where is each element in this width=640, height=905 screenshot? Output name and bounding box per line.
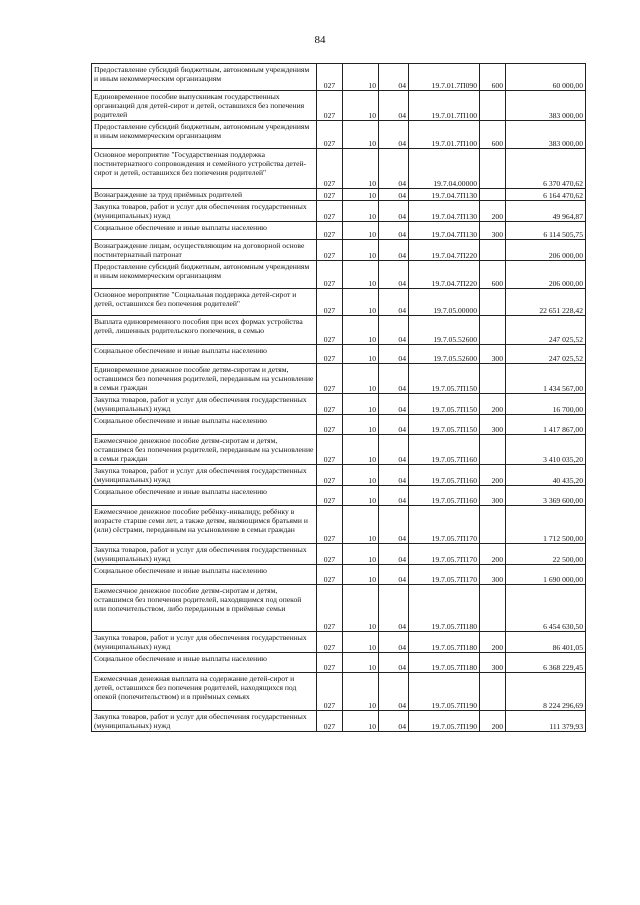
grbs-code: 027 (317, 289, 343, 316)
row-description: Закупка товаров, работ и услуг для обеспечения государственных (муниципальных) нужд (92, 201, 317, 222)
amount: 49 964,87 (506, 201, 586, 222)
subsection-code: 04 (379, 201, 409, 222)
table-row (92, 394, 586, 415)
row-description: Основное мероприятие "Социальная поддержка детей-сирот и детей, оставшихся без попечения родителей" (92, 289, 317, 316)
row-description: Закупка товаров, работ и услуг для обеспечения государственных (муниципальных) нужд (92, 711, 317, 732)
grbs-code: 027 (317, 673, 343, 711)
section-code: 10 (343, 435, 379, 465)
table-row (92, 465, 586, 486)
target-article-code: 19.7.01.7П090 (409, 64, 480, 91)
amount: 8 224 296,69 (506, 673, 586, 711)
grbs-code: 027 (317, 201, 343, 222)
section-code: 10 (343, 632, 379, 653)
target-article-code: 19.7.04.00000 (409, 149, 480, 189)
subsection-code: 04 (379, 585, 409, 632)
table-row (92, 316, 586, 345)
table-row (92, 121, 586, 149)
target-article-code: 19.7.05.52600 (409, 316, 480, 345)
target-article-code: 19.7.05.7П170 (409, 565, 480, 585)
section-code: 10 (343, 289, 379, 316)
target-article-code: 19.7.05.7П190 (409, 673, 480, 711)
amount: 383 000,00 (506, 121, 586, 149)
table-row (92, 544, 586, 565)
section-code: 10 (343, 653, 379, 673)
section-code: 10 (343, 394, 379, 415)
section-code: 10 (343, 711, 379, 732)
row-description: Единовременное денежное пособие детям-сиротам и детям, оставшимся без попечения родителей, переданным на усыновление в семьи граждан (92, 364, 317, 394)
table-row (92, 345, 586, 364)
amount: 247 025,52 (506, 345, 586, 364)
subsection-code: 04 (379, 64, 409, 91)
table-row (92, 91, 586, 121)
section-code: 10 (343, 121, 379, 149)
table-row (92, 289, 586, 316)
grbs-code: 027 (317, 121, 343, 149)
grbs-code: 027 (317, 506, 343, 544)
subsection-code: 04 (379, 673, 409, 711)
section-code: 10 (343, 201, 379, 222)
target-article-code: 19.7.05.00000 (409, 289, 480, 316)
expense-type-code (480, 435, 506, 465)
expense-type-code: 300 (480, 653, 506, 673)
grbs-code: 027 (317, 149, 343, 189)
subsection-code: 04 (379, 289, 409, 316)
subsection-code: 04 (379, 149, 409, 189)
grbs-code: 027 (317, 189, 343, 201)
target-article-code: 19.7.05.7П180 (409, 585, 480, 632)
grbs-code: 027 (317, 653, 343, 673)
section-code: 10 (343, 585, 379, 632)
amount: 6 454 630,50 (506, 585, 586, 632)
amount: 16 700,00 (506, 394, 586, 415)
table-row (92, 506, 586, 544)
row-description: Предоставление субсидий бюджетным, автономным учреждениям и иным некоммерческим организациям (92, 121, 317, 149)
row-description: Предоставление субсидий бюджетным, автономным учреждениям и иным некоммерческим организациям (92, 64, 317, 91)
section-code: 10 (343, 506, 379, 544)
row-description: Вознаграждение лицам, осуществляющим на договорной основе постинтернатный патронат (92, 240, 317, 261)
target-article-code: 19.7.01.7П100 (409, 121, 480, 149)
section-code: 10 (343, 316, 379, 345)
amount: 3 410 035,20 (506, 435, 586, 465)
row-description: Социальное обеспечение и иные выплаты населению (92, 345, 317, 364)
target-article-code: 19.7.05.7П150 (409, 394, 480, 415)
target-article-code: 19.7.05.7П170 (409, 506, 480, 544)
section-code: 10 (343, 189, 379, 201)
section-code: 10 (343, 64, 379, 91)
grbs-code: 027 (317, 711, 343, 732)
expense-type-code: 200 (480, 711, 506, 732)
expense-type-code (480, 240, 506, 261)
amount: 6 368 229,45 (506, 653, 586, 673)
table-row (92, 415, 586, 435)
target-article-code: 19.7.04.7П130 (409, 201, 480, 222)
table-row (92, 240, 586, 261)
subsection-code: 04 (379, 415, 409, 435)
amount: 40 435,20 (506, 465, 586, 486)
target-article-code: 19.7.04.7П130 (409, 189, 480, 201)
row-description: Ежемесячное денежное пособие ребёнку-инвалиду, ребёнку в возрасте старше семи лет, а также детям, являющимся братьями и (или) сёстрами, переданным на усыновление в семьи граждан (92, 506, 317, 544)
table-row (92, 261, 586, 289)
expense-type-code: 200 (480, 394, 506, 415)
row-description: Единовременное пособие выпускникам государственных организаций для детей-сирот и детей, оставшихся без попечения родителей (92, 91, 317, 121)
grbs-code: 027 (317, 91, 343, 121)
section-code: 10 (343, 91, 379, 121)
subsection-code: 04 (379, 316, 409, 345)
expense-type-code: 200 (480, 465, 506, 486)
table-row (92, 64, 586, 91)
amount: 22 500,00 (506, 544, 586, 565)
table-row (92, 435, 586, 465)
table-row (92, 486, 586, 506)
target-article-code: 19.7.04.7П130 (409, 222, 480, 240)
expense-type-code (480, 91, 506, 121)
grbs-code: 027 (317, 632, 343, 653)
grbs-code: 027 (317, 345, 343, 364)
row-description: Социальное обеспечение и иные выплаты населению (92, 486, 317, 506)
amount: 206 000,00 (506, 261, 586, 289)
amount: 60 000,00 (506, 64, 586, 91)
expense-type-code: 300 (480, 415, 506, 435)
table-row (92, 632, 586, 653)
section-code: 10 (343, 261, 379, 289)
row-description: Предоставление субсидий бюджетным, автономным учреждениям и иным некоммерческим организациям (92, 261, 317, 289)
row-description: Социальное обеспечение и иные выплаты населению (92, 222, 317, 240)
target-article-code: 19.7.05.7П180 (409, 632, 480, 653)
table-row (92, 149, 586, 189)
subsection-code: 04 (379, 345, 409, 364)
subsection-code: 04 (379, 544, 409, 565)
target-article-code: 19.7.05.7П160 (409, 465, 480, 486)
expense-type-code (480, 673, 506, 711)
target-article-code: 19.7.04.7П220 (409, 261, 480, 289)
expense-type-code (480, 364, 506, 394)
subsection-code: 04 (379, 261, 409, 289)
target-article-code: 19.7.04.7П220 (409, 240, 480, 261)
grbs-code: 027 (317, 435, 343, 465)
target-article-code: 19.7.05.52600 (409, 345, 480, 364)
table-row (92, 711, 586, 732)
grbs-code: 027 (317, 394, 343, 415)
subsection-code: 04 (379, 465, 409, 486)
subsection-code: 04 (379, 565, 409, 585)
target-article-code: 19.7.05.7П160 (409, 435, 480, 465)
expense-type-code (480, 289, 506, 316)
row-description: Выплата единовременного пособия при всех формах устройства детей, лишенных родительского попечения, в семью (92, 316, 317, 345)
row-description: Закупка товаров, работ и услуг для обеспечения государственных (муниципальных) нужд (92, 632, 317, 653)
expense-type-code (480, 585, 506, 632)
row-description: Закупка товаров, работ и услуг для обеспечения государственных (муниципальных) нужд (92, 544, 317, 565)
section-code: 10 (343, 345, 379, 364)
expense-type-code (480, 506, 506, 544)
amount: 6 164 470,62 (506, 189, 586, 201)
subsection-code: 04 (379, 189, 409, 201)
section-code: 10 (343, 486, 379, 506)
section-code: 10 (343, 544, 379, 565)
amount: 383 000,00 (506, 91, 586, 121)
expense-type-code: 300 (480, 565, 506, 585)
target-article-code: 19.7.05.7П150 (409, 415, 480, 435)
amount: 111 379,93 (506, 711, 586, 732)
subsection-code: 04 (379, 121, 409, 149)
subsection-code: 04 (379, 486, 409, 506)
row-description: Вознаграждение за труд приёмных родителей (92, 189, 317, 201)
section-code: 10 (343, 364, 379, 394)
table-row (92, 565, 586, 585)
amount: 1 434 567,00 (506, 364, 586, 394)
grbs-code: 027 (317, 486, 343, 506)
budget-table-body (92, 64, 586, 732)
grbs-code: 027 (317, 316, 343, 345)
expense-type-code: 600 (480, 64, 506, 91)
section-code: 10 (343, 222, 379, 240)
row-description: Социальное обеспечение и иные выплаты населению (92, 653, 317, 673)
expense-type-code: 300 (480, 486, 506, 506)
expense-type-code (480, 189, 506, 201)
table-row (92, 585, 586, 632)
subsection-code: 04 (379, 435, 409, 465)
target-article-code: 19.7.05.7П160 (409, 486, 480, 506)
amount: 1 690 000,00 (506, 565, 586, 585)
expense-type-code (480, 149, 506, 189)
expense-type-code: 200 (480, 632, 506, 653)
grbs-code: 027 (317, 544, 343, 565)
budget-table (91, 63, 586, 732)
grbs-code: 027 (317, 465, 343, 486)
target-article-code: 19.7.05.7П170 (409, 544, 480, 565)
table-row (92, 653, 586, 673)
grbs-code: 027 (317, 415, 343, 435)
section-code: 10 (343, 565, 379, 585)
target-article-code: 19.7.05.7П190 (409, 711, 480, 732)
grbs-code: 027 (317, 364, 343, 394)
subsection-code: 04 (379, 653, 409, 673)
expense-type-code: 300 (480, 222, 506, 240)
subsection-code: 04 (379, 240, 409, 261)
expense-type-code: 600 (480, 261, 506, 289)
amount: 3 369 600,00 (506, 486, 586, 506)
grbs-code: 027 (317, 222, 343, 240)
amount: 6 370 470,62 (506, 149, 586, 189)
table-row (92, 189, 586, 201)
section-code: 10 (343, 673, 379, 711)
page-number: 84 (314, 34, 326, 46)
expense-type-code: 200 (480, 544, 506, 565)
amount: 86 401,05 (506, 632, 586, 653)
grbs-code: 027 (317, 261, 343, 289)
subsection-code: 04 (379, 711, 409, 732)
grbs-code: 027 (317, 565, 343, 585)
expense-type-code (480, 316, 506, 345)
amount: 22 651 228,42 (506, 289, 586, 316)
amount: 1 712 500,00 (506, 506, 586, 544)
amount: 206 000,00 (506, 240, 586, 261)
subsection-code: 04 (379, 632, 409, 653)
section-code: 10 (343, 465, 379, 486)
row-description: Ежемесячное денежное пособие детям-сиротам и детям, оставшимся без попечения родителей, переданным на усыновление в семьи граждан (92, 435, 317, 465)
target-article-code: 19.7.01.7П100 (409, 91, 480, 121)
row-description: Ежемесячная денежная выплата на содержание детей-сирот и детей, оставшихся без попечения родителей, находящихся под опекой (попечительством) и в приёмных семьях (92, 673, 317, 711)
row-description: Основное мероприятие "Государственная поддержка постинтернатного сопровождения и семейного устройства детей-сирот и детей, оставшихся без попечения родителей" (92, 149, 317, 189)
expense-type-code: 300 (480, 345, 506, 364)
table-row (92, 222, 586, 240)
grbs-code: 027 (317, 64, 343, 91)
subsection-code: 04 (379, 364, 409, 394)
amount: 1 417 867,00 (506, 415, 586, 435)
expense-type-code: 600 (480, 121, 506, 149)
subsection-code: 04 (379, 222, 409, 240)
subsection-code: 04 (379, 506, 409, 544)
expense-type-code: 200 (480, 201, 506, 222)
section-code: 10 (343, 240, 379, 261)
row-description: Социальное обеспечение и иные выплаты населению (92, 415, 317, 435)
subsection-code: 04 (379, 394, 409, 415)
table-row (92, 364, 586, 394)
amount: 247 025,52 (506, 316, 586, 345)
section-code: 10 (343, 149, 379, 189)
subsection-code: 04 (379, 91, 409, 121)
grbs-code: 027 (317, 240, 343, 261)
target-article-code: 19.7.05.7П150 (409, 364, 480, 394)
row-description: Закупка товаров, работ и услуг для обеспечения государственных (муниципальных) нужд (92, 394, 317, 415)
target-article-code: 19.7.05.7П180 (409, 653, 480, 673)
amount: 6 114 505,75 (506, 222, 586, 240)
table-row (92, 201, 586, 222)
row-description: Закупка товаров, работ и услуг для обеспечения государственных (муниципальных) нужд (92, 465, 317, 486)
row-description: Ежемесячное денежное пособие детям-сиротам и детям, оставшимся без попечения родителей, находящимся под опекой или попечительством, либо переданным в приёмные семьи (92, 585, 317, 632)
table-row (92, 673, 586, 711)
row-description: Социальное обеспечение и иные выплаты населению (92, 565, 317, 585)
section-code: 10 (343, 415, 379, 435)
grbs-code: 027 (317, 585, 343, 632)
